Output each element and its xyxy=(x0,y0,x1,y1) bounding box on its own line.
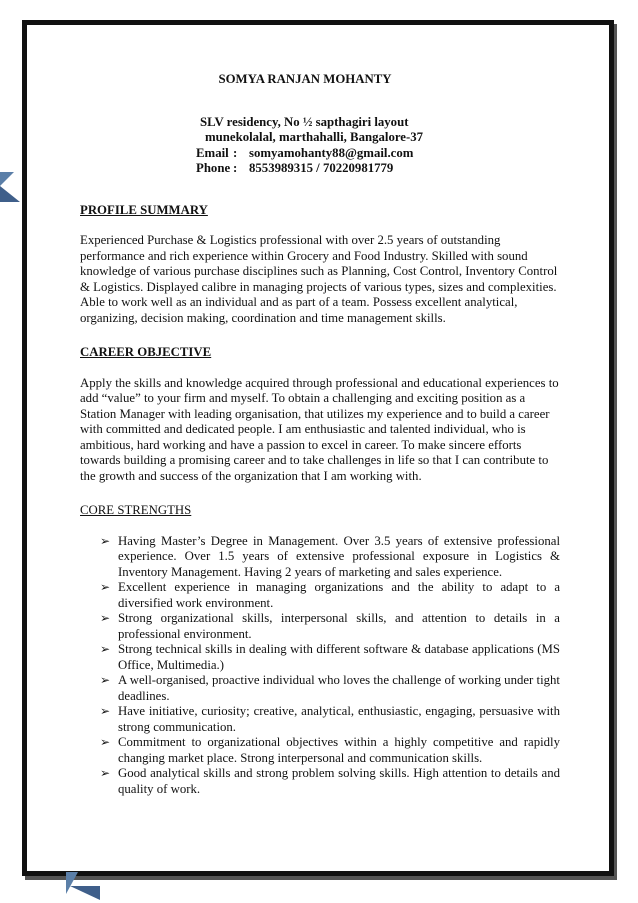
email-label: Email xyxy=(196,145,229,160)
email-row xyxy=(196,146,560,162)
strength-item-text: Have initiative, curiosity; creative, analytical, enthusiastic, engaging, persuasive with strong communication. xyxy=(118,704,560,734)
career-objective-heading: CAREER OBJECTIVE xyxy=(80,345,212,359)
strength-item xyxy=(100,580,560,611)
arrow-bullet-icon: ➢ xyxy=(100,611,111,625)
arrow-bullet-icon: ➢ xyxy=(100,533,111,548)
contact-block xyxy=(196,115,560,177)
corner-tab-decoration xyxy=(0,172,14,186)
strength-item xyxy=(100,642,560,673)
core-strengths-list xyxy=(80,534,560,798)
strength-item-text: Good analytical skills and strong problem solving skills. High attention to details and quality of work. xyxy=(118,766,560,796)
arrow-bullet-icon: ➢ xyxy=(100,704,111,718)
arrow-bullet-icon: ➢ xyxy=(100,580,111,594)
arrow-bullet-icon: ➢ xyxy=(100,735,111,749)
phone-row xyxy=(196,161,560,177)
strength-item-text: Strong technical skills in dealing with different software & database applications (MS Office, Multimedia.) xyxy=(118,642,560,672)
email-value[interactable]: somyamohanty88@gmail.com xyxy=(249,145,414,160)
strength-item xyxy=(100,735,560,766)
strength-item xyxy=(100,766,560,797)
strength-item xyxy=(100,673,560,704)
phone-value: 8553989315 / 70220981779 xyxy=(249,161,394,175)
phone-label: Phone xyxy=(196,161,231,175)
strength-item-text: A well-organised, proactive individual who loves the challenge of working under tight deadlines. xyxy=(118,673,560,703)
career-objective-text: Apply the skills and knowledge acquired through professional and educational experiences to add “value” to your firm and myself. To obtain a challenging and exciting position as a Station Manager with leading organisation, that utilizes my experience and to build a career with committed and dedicated people. I am enthusiastic and talented individual, who is ambitious, hard working and have a passion to excel in career. To make sincere efforts towards building a promising career and to take challenges in life so that I can contribute to the growth and success of the organization that I am working with. xyxy=(80,375,559,483)
strength-item xyxy=(100,534,560,581)
phone-separator: : xyxy=(233,161,238,175)
core-strengths-heading: CORE STRENGTHS xyxy=(80,503,192,517)
strength-item xyxy=(100,611,560,642)
arrow-bullet-icon: ➢ xyxy=(100,642,111,656)
profile-summary-text: Experienced Purchase & Logistics professional with over 2.5 years of outstanding performance and rich experience within Grocery and Food Industry. Skilled with sound knowledge of various purchase disciplines such as Planning, Cost Control, Inventory Control & Logistics. Displayed calibre in managing projects of various types, sizes and complexities. Able to work well as an individual and as part of a team. Possess excellent analytical, organizing, decision making, coordination and time management skills. xyxy=(80,233,558,325)
corner-tab-decoration xyxy=(0,186,20,202)
address-line-2: munekolalal, marthahalli, Bangalore-37 xyxy=(205,130,424,144)
arrow-bullet-icon: ➢ xyxy=(100,673,111,687)
corner-tab-decoration xyxy=(70,886,100,900)
arrow-bullet-icon: ➢ xyxy=(100,766,111,780)
strength-item-text: Commitment to organizational objectives within a highly competitive and rapidly changing market place. Strong interpersonal and communication skills. xyxy=(118,735,560,765)
profile-summary-heading: PROFILE SUMMARY xyxy=(80,202,208,217)
resume-content xyxy=(80,72,560,797)
strength-item-text: Having Master’s Degree in Management. Over 3.5 years of extensive professional experience. Over 1.5 years of extensive professional exposure in Logistics & Inventory Management. Having 2 years of marketing and sales experience. xyxy=(118,533,560,579)
address-line-1: SLV residency, No ½ sapthagiri layout xyxy=(200,114,409,129)
candidate-name: SOMYA RANJAN MOHANTY xyxy=(218,72,392,86)
strength-item xyxy=(100,704,560,735)
email-separator: : xyxy=(233,145,238,160)
strength-item-text: Strong organizational skills, interpersonal skills, and attention to details in a professional environment. xyxy=(118,611,560,641)
strength-item-text: Excellent experience in managing organizations and the ability to adapt to a diversified work environment. xyxy=(118,580,560,610)
